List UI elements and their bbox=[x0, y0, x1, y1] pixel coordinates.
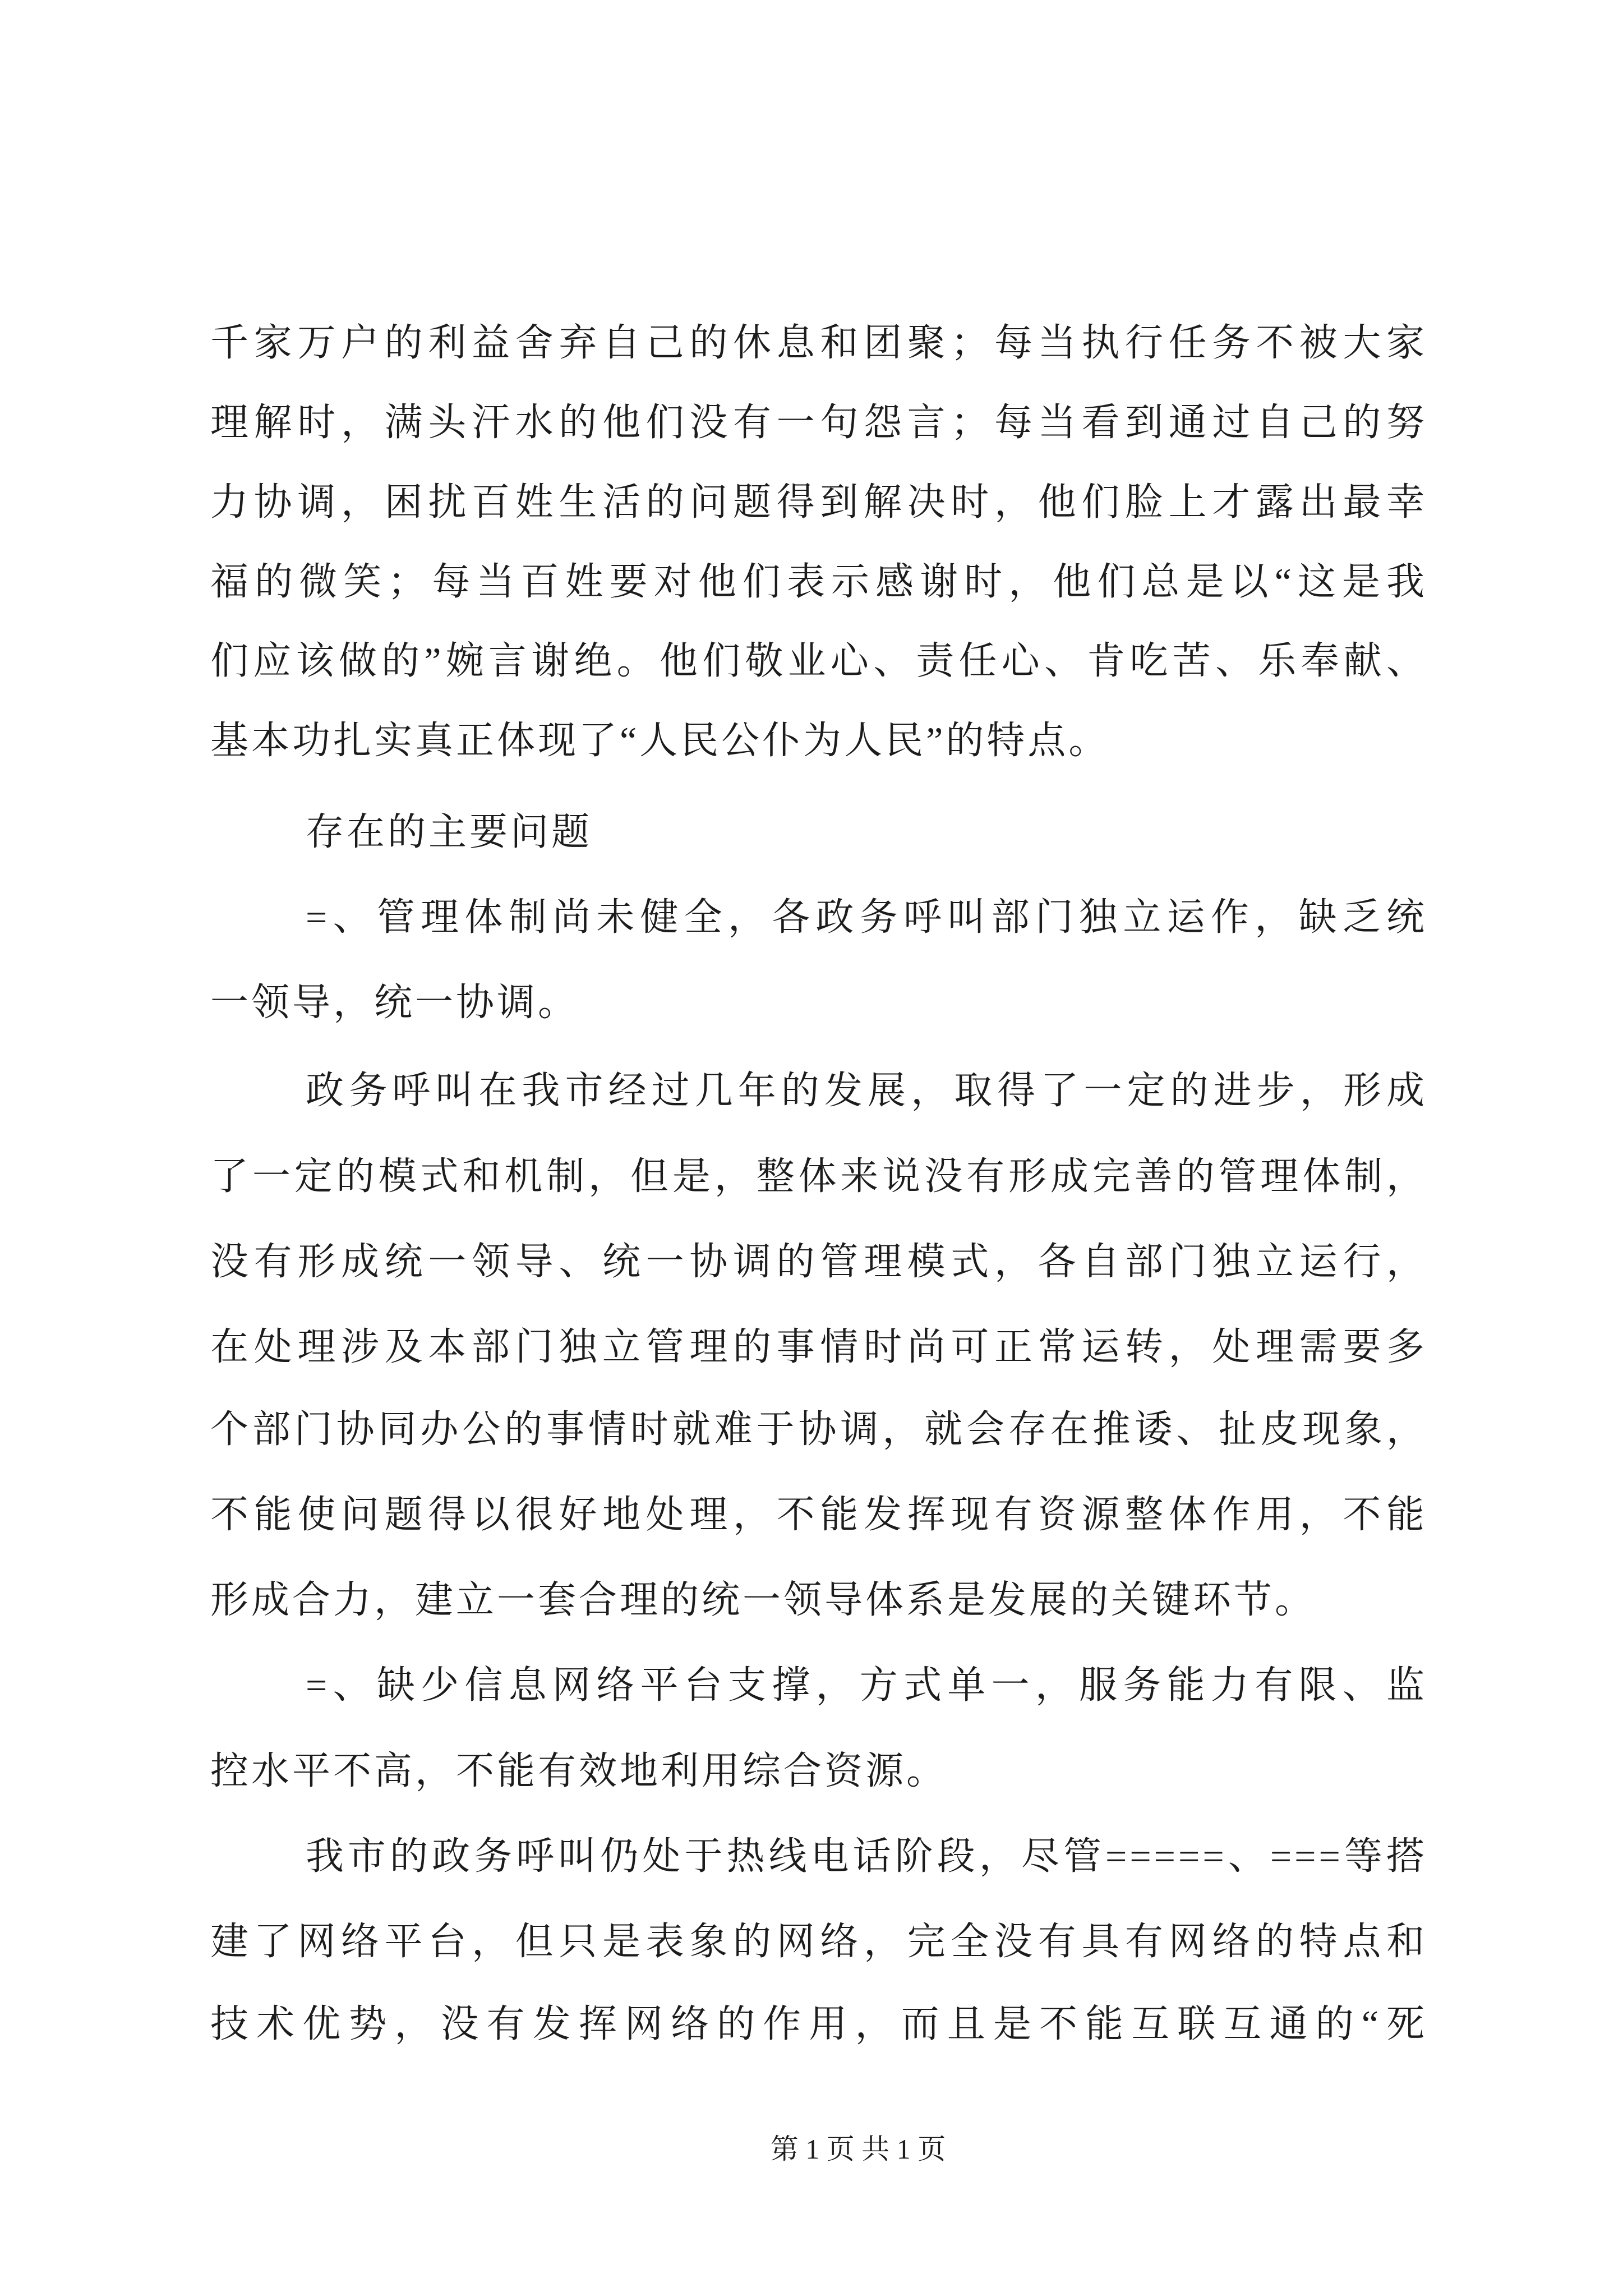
body-text-line: 千家万户的利益舍弃自己的休息和团聚；每当执行任务不被大家 bbox=[210, 321, 1427, 364]
body-text-line: 技术优势，没有发挥网络的作用，而且是不能互联互通的“死 bbox=[210, 2003, 1427, 2045]
body-text-line: 了一定的模式和机制，但是，整体来说没有形成完善的管理体制， bbox=[210, 1155, 1427, 1198]
body-text-line: 理解时，满头汗水的他们没有一句怨言；每当看到通过自己的努 bbox=[210, 401, 1427, 444]
page-footer: 第 1 页 共 1 页 bbox=[770, 2133, 946, 2165]
body-text-line: 力协调，困扰百姓生活的问题得到解决时，他们脸上才露出最幸 bbox=[210, 481, 1427, 523]
body-text-line: 一领导，统一协调。 bbox=[210, 981, 579, 1024]
section-heading: 存在的主要问题 bbox=[306, 811, 593, 853]
body-text-line: 福的微笑；每当百姓要对他们表示感谢时，他们总是以“这是我 bbox=[210, 560, 1427, 603]
body-text-line: 控水平不高，不能有效地利用综合资源。 bbox=[210, 1750, 948, 1792]
body-text-line: 形成合力，建立一套合理的统一领导体系是发展的关键环节。 bbox=[210, 1579, 1316, 1621]
body-text-line: 基本功扎实真正体现了“人民公仆为人民”的特点。 bbox=[210, 719, 1110, 762]
body-text-line: 没有形成统一领导、统一协调的管理模式，各自部门独立运行， bbox=[210, 1240, 1427, 1283]
body-text-line: 我市的政务呼叫仍处于热线电话阶段，尽管=====、===等搭 bbox=[306, 1835, 1427, 1878]
body-text-line: 们应该做的”婉言谢绝。他们敬业心、责任心、肯吃苦、乐奉献、 bbox=[210, 639, 1427, 682]
body-text-line: 政务呼叫在我市经过几年的发展，取得了一定的进步，形成 bbox=[306, 1069, 1427, 1112]
body-text-line: =、管理体制尚未健全，各政务呼叫部门独立运作，缺乏统 bbox=[306, 896, 1427, 938]
body-text-line: 个部门协同办公的事情时就难于协调，就会存在推诿、扯皮现象， bbox=[210, 1408, 1427, 1451]
body-text-line: =、缺少信息网络平台支撑，方式单一，服务能力有限、监 bbox=[306, 1664, 1427, 1706]
body-text-line: 不能使问题得以很好地处理，不能发挥现有资源整体作用，不能 bbox=[210, 1493, 1427, 1536]
body-text-line: 在处理涉及本部门独立管理的事情时尚可正常运转，处理需要多 bbox=[210, 1326, 1427, 1368]
body-text-line: 建了网络平台，但只是表象的网络，完全没有具有网络的特点和 bbox=[210, 1920, 1427, 1963]
